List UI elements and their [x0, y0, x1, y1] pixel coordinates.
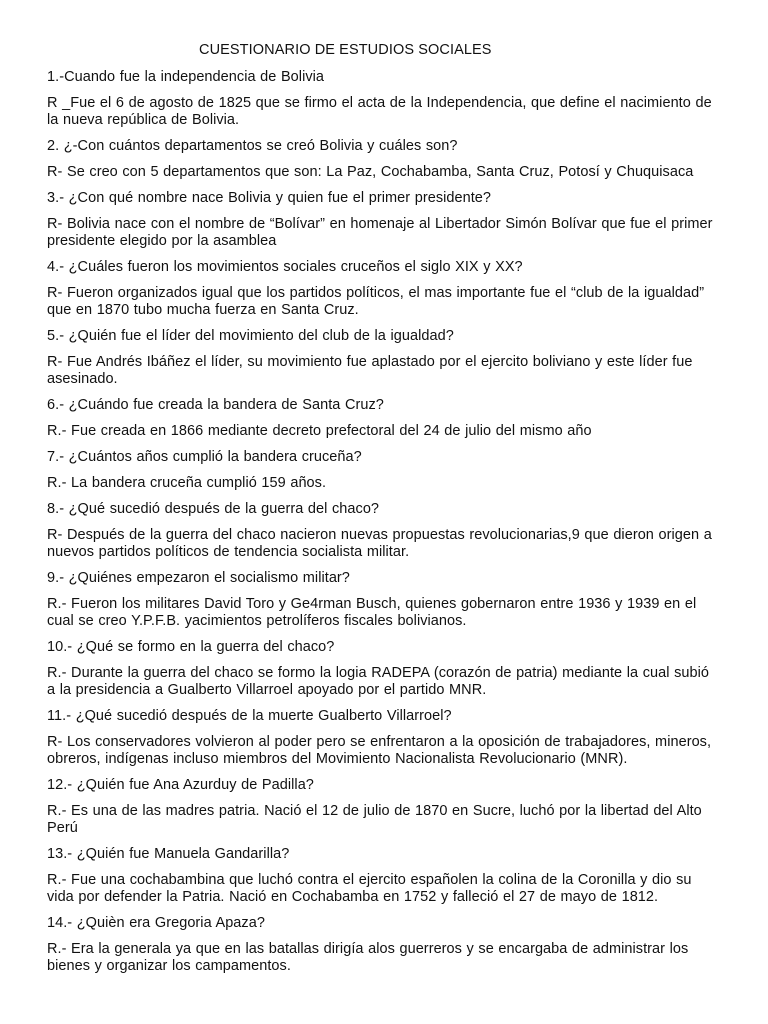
- question-text: 10.- ¿Qué se formo en la guerra del chaco?: [47, 639, 335, 655]
- answer-text: R.- Fue una cochabambina que luchó contra el ejercito españolen la colina de la Coronilla y dio su vida por defender la Patria. Nació en Cochabamba en 1752 y falleció el 27 de mayo de 1812.: [47, 872, 692, 905]
- answer-text: R.- Fueron los militares David Toro y Ge4rman Busch, quienes gobernaron entre 1936 y 1939 en el cual se creo Y.P.F.B. yacimientos petrolíferos fiscales bolivianos.: [47, 596, 697, 629]
- answer-text: R- Fueron organizados igual que los partidos políticos, el mas importante fue el “club de la igualdad” que en 1870 tubo mucha fuerza en Santa Cruz.: [47, 285, 705, 318]
- answer-text: R- Los conservadores volvieron al poder pero se enfrentaron a la oposición de trabajadores, mineros, obreros, indígenas incluso miembros del Movimiento Nacionalista Revolucionario (MNR).: [47, 734, 712, 767]
- question-text: 2. ¿-Con cuántos departamentos se creó Bolivia y cuáles son?: [47, 138, 458, 154]
- answer-text: R _Fue el 6 de agosto de 1825 que se firmo el acta de la Independencia, que define el nacimiento de la nueva república de Bolivia.: [47, 95, 712, 128]
- answer-text: R- Bolivia nace con el nombre de “Bolívar” en homenaje al Libertador Simón Bolívar que fue el primer presidente elegido por la asamblea: [47, 216, 713, 249]
- question-text: 7.- ¿Cuántos años cumplió la bandera cruceña?: [47, 449, 362, 465]
- answer-text: R.- Era la generala ya que en las batallas dirigía alos guerreros y se encargaba de administrar los bienes y organizar los campamentos.: [47, 941, 689, 974]
- answer-text: R.- La bandera cruceña cumplió 159 años.: [47, 475, 327, 491]
- answer-text: R.- Fue creada en 1866 mediante decreto prefectoral del 24 de julio del mismo año: [47, 423, 592, 439]
- document-page: [47, 40, 719, 984]
- answer-text: R- Se creo con 5 departamentos que son: La Paz, Cochabamba, Santa Cruz, Potosí y Chuquisaca: [47, 164, 694, 180]
- question-text: 11.- ¿Qué sucedió después de la muerte Gualberto Villarroel?: [47, 708, 452, 724]
- question-text: 5.- ¿Quién fue el líder del movimiento del club de la igualdad?: [47, 328, 454, 344]
- question-text: 13.- ¿Quién fue Manuela Gandarilla?: [47, 846, 290, 862]
- answer-text: R.- Es una de las madres patria. Nació el 12 de julio de 1870 en Sucre, luchó por la libertad del Alto Perú: [47, 803, 702, 836]
- answer-text: R- Fue Andrés Ibáñez el líder, su movimiento fue aplastado por el ejercito boliviano y este líder fue asesinado.: [47, 354, 693, 387]
- question-text: 12.- ¿Quién fue Ana Azurduy de Padilla?: [47, 777, 314, 793]
- question-answer-list: [47, 69, 719, 975]
- answer-text: R- Después de la guerra del chaco nacieron nuevas propuestas revolucionarias,9 que dieron origen a nuevos partidos políticos de tendencia socialista militar.: [47, 527, 712, 560]
- question-text: 1.-Cuando fue la independencia de Bolivia: [47, 69, 325, 85]
- question-text: 6.- ¿Cuándo fue creada la bandera de Santa Cruz?: [47, 397, 384, 413]
- question-text: 9.- ¿Quiénes empezaron el socialismo militar?: [47, 570, 350, 586]
- question-text: 3.- ¿Con qué nombre nace Bolivia y quien fue el primer presidente?: [47, 190, 492, 206]
- question-text: 14.- ¿Quièn era Gregoria Apaza?: [47, 915, 265, 931]
- question-text: 4.- ¿Cuáles fueron los movimientos sociales cruceños el siglo XIX y XX?: [47, 259, 523, 275]
- question-text: 8.- ¿Qué sucedió después de la guerra del chaco?: [47, 501, 380, 517]
- answer-text: R.- Durante la guerra del chaco se formo la logia RADEPA (corazón de patria) mediante la cual subió a la presidencia a Gualberto Villarroel apoyado por el partido MNR.: [47, 665, 709, 698]
- document-title: CUESTIONARIO DE ESTUDIOS SOCIALES: [199, 42, 492, 58]
